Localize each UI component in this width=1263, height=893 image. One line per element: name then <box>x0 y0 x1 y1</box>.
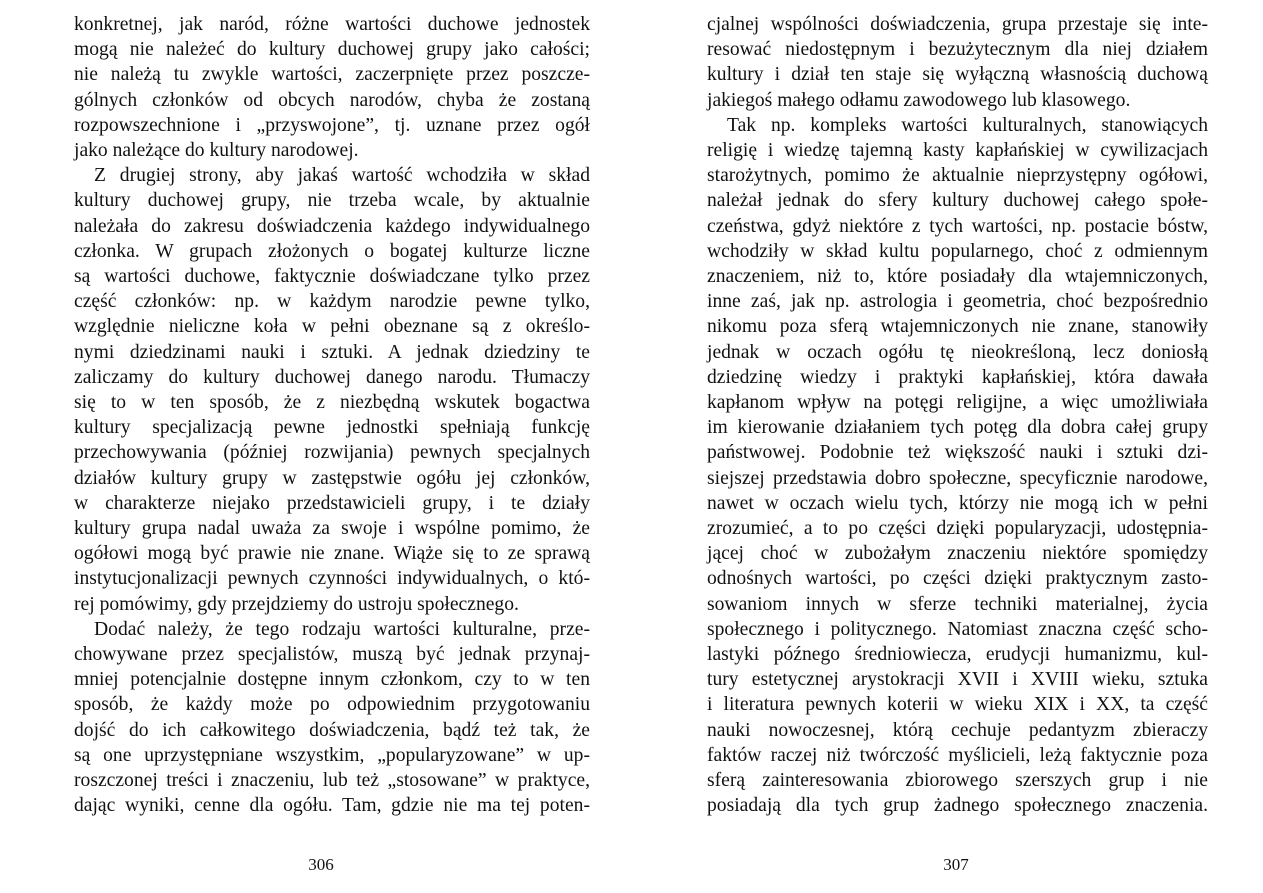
text-line: roszczonej treści i znaczeniu, lub też „stosowane” w praktyce, <box>74 770 590 791</box>
text-line: Tak np. kompleks wartości kulturalnych, stanowiących <box>727 114 1208 136</box>
text-line: nie należą tu zwykle wartości, zaczerpnięte przez poszcze- <box>74 64 590 86</box>
text-line: sowaniom innych w sferze techniki materialnej, życia <box>707 593 1208 615</box>
text-line: posiadają dla tych grup żadnego społecznego znaczenia. <box>707 795 1208 817</box>
text-line: kapłanom wpływ na potęgi religijne, a więc umożliwiała <box>707 392 1208 413</box>
text-line: rozpowszechnione i „przyswojone”, tj. uznane przez ogół <box>74 114 590 136</box>
text-line: jakiegoś małego odłamu zawodowego lub klasowego. <box>707 89 1131 111</box>
text-line: kultury duchowej grupy, nie trzeba wcale, by aktualnie <box>74 190 590 212</box>
text-line: cjalnej wspólności doświadczenia, grupa przestaje się inte- <box>707 14 1208 35</box>
text-line: mogą nie należeć do kultury duchowej grupy jako całości; <box>74 39 590 61</box>
text-line: faktów raczej niż twórczość myślicieli, leżą faktycznie poza <box>707 744 1208 766</box>
text-line: dojść do ich całkowitego doświadczenia, bądź też tak, że <box>74 719 590 741</box>
text-line: nymi dziedzinami nauki i sztuki. A jednak dziedziny te <box>74 341 590 363</box>
text-line: chowywane przez specjalistów, muszą być jednak przynaj- <box>74 644 590 665</box>
text-line: tury estetycznej arystokracji XVII i XVIII wieku, sztuka <box>707 669 1208 691</box>
text-line: sposób, że każdy może po odpowiednim przygotowaniu <box>74 694 590 716</box>
text-line: kultury i dział ten staje się wyłączną własnością duchową <box>707 64 1208 86</box>
text-line: przechowywania (później rozwijania) pewnych specjalnych <box>74 442 590 464</box>
text-line: Dodać należy, że tego rodzaju wartości kulturalne, prze- <box>94 618 590 640</box>
text-line: Z drugiej strony, aby jakaś wartość wchodziła w skład <box>94 165 590 187</box>
right-page <box>707 0 1208 893</box>
text-line: zrozumieć, a to po części dzięki popularyzacji, udostępnia- <box>707 518 1208 539</box>
text-line: instytucjonalizacji pewnych czynności indywidualnych, o któ- <box>74 568 590 590</box>
text-line: część członków: np. w każdym narodzie pewne tylko, <box>74 291 590 313</box>
text-line: działów kultury grupy w zastępstwie ogółu jej członków, <box>74 467 590 489</box>
text-line: konkretnej, jak naród, różne wartości duchowe jednostek <box>74 14 590 35</box>
text-line: państwowej. Podobnie też większość nauki i sztuki dzi- <box>707 442 1208 464</box>
text-line: kultury specjalizacją pewne jednostki spełniają funkcję <box>74 417 590 439</box>
text-line: ogółowi mogą być prawie nie znane. Wiąże się to ze sprawą <box>74 543 590 565</box>
text-line: względnie nieliczne koła w pełni obeznane są z określo- <box>74 316 590 338</box>
text-line: w charakterze niejako przedstawicieli grupy, i te działy <box>74 492 590 514</box>
text-line: jako należące do kultury narodowej. <box>74 140 359 161</box>
text-line: odnośnych wartości, po części dzięki praktycznym zasto- <box>707 568 1208 590</box>
text-line: nauki nowoczesnej, którą cechuje pedantyzm zbieraczy <box>707 719 1208 741</box>
text-line: zaliczamy do kultury duchowej danego narodu. Tłumaczy <box>74 366 590 388</box>
right-page-number: 307 <box>943 855 969 874</box>
text-line: nawet w oczach wielu tych, którzy nie mogą ich w pełni <box>707 492 1208 514</box>
text-line: jednak w oczach ogółu tę nieokreśloną, lecz doniosłą <box>707 341 1208 363</box>
text-line: kultury grupa nadal uważa za swoje i wspólne pomimo, że <box>74 518 590 539</box>
text-line: społecznego i politycznego. Natomiast znaczna część scho- <box>707 618 1208 640</box>
text-line: inne zaś, jak np. astrologia i geometria, choć bezpośrednio <box>707 291 1208 313</box>
text-line: dziedzinę wiedzy i praktyki kapłańskiej, która dawała <box>707 366 1208 388</box>
text-line: wchodziły w skład kultu popularnego, choć z odmiennym <box>707 240 1208 262</box>
left-page <box>74 0 590 893</box>
text-line: się to w ten sposób, że z niezbędną wskutek bogactwa <box>74 392 590 413</box>
text-line: czeństwa, gdyż niektóre z tych wartości, np. postacie bóstw, <box>707 215 1208 237</box>
text-line: mniej potencjalnie dostępne innym członkom, czy to w ten <box>74 669 590 691</box>
text-line: gólnych członków od obcych narodów, chyba że zostaną <box>74 89 590 111</box>
text-line: są one uprzystępniane wszystkim, „popularyzowane” w up- <box>74 744 590 766</box>
text-line: znaczeniem, niż to, które posiadały dla wtajemniczonych, <box>707 266 1208 287</box>
text-line: religię i wiedzę tajemną kasty kapłańskiej w cywilizacjach <box>707 140 1208 161</box>
text-line: nikomu poza sferą wtajemniczonych nie znane, stanowiły <box>707 316 1208 338</box>
text-line: siejszej przedstawia dobro społeczne, specyficznie narodowe, <box>707 467 1208 489</box>
left-page-number: 306 <box>308 855 334 874</box>
text-line: lastyki późnego średniowiecza, erudycji humanizmu, kul- <box>707 644 1208 665</box>
text-line: dając wyniki, cenne dla ogółu. Tam, gdzie nie ma tej poten- <box>74 795 590 817</box>
text-line: i literatura pewnych koterii w wieku XIX i XX, ta część <box>707 694 1208 716</box>
text-line: resować niedostępnym i bezużytecznym dla niej działem <box>707 39 1208 61</box>
text-line: należała do zakresu doświadczenia każdego indywidualnego <box>74 215 590 237</box>
text-line: im kierowanie działaniem tych potęg dla dobra całej grupy <box>707 417 1208 439</box>
text-line: starożytnych, pomimo że aktualnie nieprzystępny ogółowi, <box>707 165 1208 187</box>
text-line: należał jednak do sfery kultury duchowej całego społe- <box>707 190 1208 212</box>
text-line: jącej choć w zubożałym znaczeniu niektóre spomiędzy <box>707 543 1208 565</box>
text-line: sferą zainteresowania zbiorowego szerszych grup i nie <box>707 770 1208 791</box>
text-line: rej pomówimy, gdy przejdziemy do ustroju społecznego. <box>74 593 519 615</box>
text-line: członka. W grupach złożonych o bogatej kulturze liczne <box>74 240 590 262</box>
text-line: są wartości duchowe, faktycznie doświadczane tylko przez <box>74 266 590 287</box>
